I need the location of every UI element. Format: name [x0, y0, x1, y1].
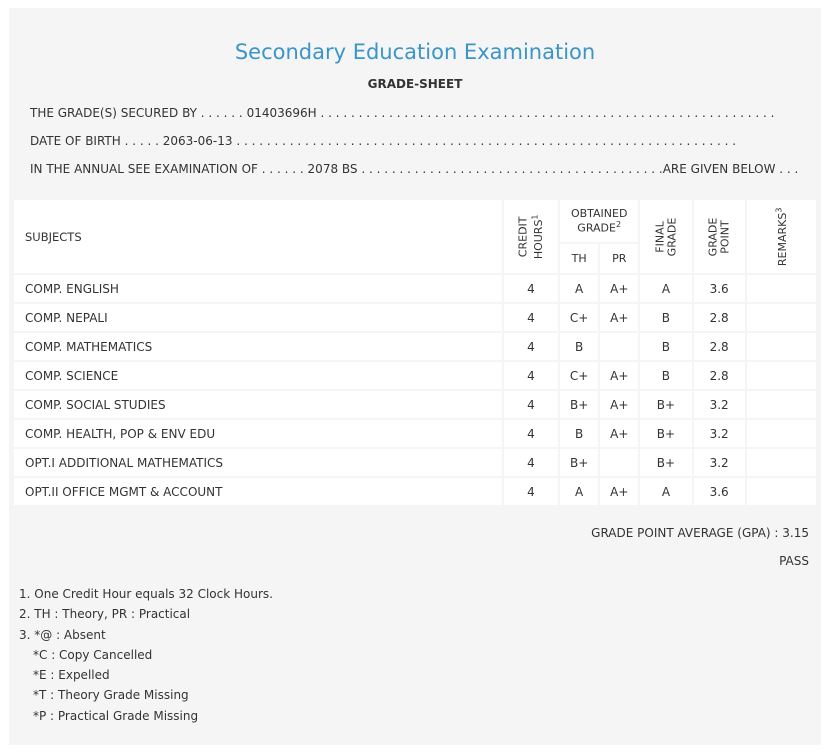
- final-grade-cell: B: [640, 304, 691, 331]
- page-subtitle: GRADE-SHEET: [367, 77, 463, 91]
- subject-cell: COMP. ENGLISH: [14, 275, 502, 302]
- page-title: Secondary Education Examination: [234, 40, 596, 64]
- remarks-cell: [747, 275, 816, 302]
- footnote-item: 3. *@ : Absent: [19, 627, 106, 642]
- th-grade-cell: C+: [560, 362, 598, 389]
- credit-cell: 4: [504, 391, 558, 418]
- table-row: [14, 362, 816, 389]
- secured-by-line: [30, 106, 774, 120]
- footnote-item: *E : Expelled: [33, 668, 110, 683]
- header-final-grade: FINAL GRADE: [640, 200, 691, 273]
- pr-grade-cell: A+: [600, 304, 638, 331]
- remarks-cell: [747, 333, 816, 360]
- th-grade-cell: B+: [560, 449, 598, 476]
- remarks-cell: [747, 449, 816, 476]
- footnote-item: 2. TH : Theory, PR : Practical: [19, 607, 191, 622]
- credit-cell: 4: [504, 420, 558, 447]
- subject-cell: COMP. SCIENCE: [14, 362, 502, 389]
- exam-label: IN THE ANNUAL SEE EXAMINATION OF . . . . . .: [30, 162, 304, 176]
- credit-cell: 4: [504, 333, 558, 360]
- exam-year: 2078 BS: [307, 162, 358, 176]
- pr-grade-cell: A+: [600, 420, 638, 447]
- grade-point-cell: 2.8: [694, 333, 745, 360]
- table-row: [14, 391, 816, 418]
- th-grade-cell: B+: [560, 391, 598, 418]
- pr-grade-cell: A+: [600, 391, 638, 418]
- table-row: [14, 449, 816, 476]
- credit-cell: 4: [504, 449, 558, 476]
- table-row: [14, 304, 816, 331]
- result-status: PASS: [779, 554, 809, 568]
- footnote-item: 1. One Credit Hour equals 32 Clock Hours.: [19, 587, 273, 601]
- dob-dots: . . . . . . . . . . . . . . . . . . . . . . . . . . . . . . . . . . . . . . . . . . . . . . . . . . . . . . . . . . . . . . . . . .: [236, 134, 737, 148]
- subject-cell: OPT.II OFFICE MGMT & ACCOUNT: [14, 478, 502, 505]
- th-grade-cell: B: [560, 420, 598, 447]
- header-obtained-grade: OBTAINED GRADE$^2$: [560, 200, 638, 242]
- remarks-cell: [747, 478, 816, 505]
- final-grade-cell: A: [640, 275, 691, 302]
- remarks-cell: [747, 391, 816, 418]
- footnote-item: *P : Practical Grade Missing: [33, 708, 199, 723]
- footnote-item: *C : Copy Cancelled: [33, 647, 153, 662]
- credit-cell: 4: [504, 362, 558, 389]
- secured-by-dots: . . . . . . . . . . . . . . . . . . . . . . . . . . . . . . . . . . . . . . . . . . . . . . . . . . . . . . . . . . . .: [320, 106, 775, 120]
- footnotes: [19, 584, 273, 726]
- dob-label: DATE OF BIRTH . . . . .: [30, 134, 159, 148]
- pr-grade-cell: A+: [600, 478, 638, 505]
- grades-table: [12, 198, 818, 507]
- th-grade-cell: A: [560, 275, 598, 302]
- pr-grade-cell: A+: [600, 275, 638, 302]
- footnote-item: *T : Theory Grade Missing: [33, 688, 189, 703]
- grade-point-cell: 3.2: [694, 449, 745, 476]
- remarks-cell: [747, 420, 816, 447]
- grade-point-cell: 3.2: [694, 391, 745, 418]
- grade-point-cell: 3.6: [694, 478, 745, 505]
- header-credit-hours: CREDIT HOURS$^1$: [504, 200, 558, 273]
- th-grade-cell: C+: [560, 304, 598, 331]
- table-row: [14, 275, 816, 302]
- exam-suffix: ARE GIVEN BELOW . . .: [662, 162, 799, 176]
- final-grade-cell: A: [640, 478, 691, 505]
- subject-cell: COMP. MATHEMATICS: [14, 333, 502, 360]
- final-grade-cell: B+: [640, 449, 691, 476]
- secured-by-label: THE GRADE(S) SECURED BY . . . . . .: [30, 106, 243, 120]
- credit-cell: 4: [504, 275, 558, 302]
- final-grade-cell: B: [640, 333, 691, 360]
- pr-grade-cell: [600, 333, 638, 360]
- header-subjects: SUBJECTS: [14, 200, 502, 273]
- symbol-number: 01403696H: [246, 106, 317, 120]
- header-remarks: REMARKS$^3$: [747, 200, 816, 273]
- pr-grade-cell: A+: [600, 362, 638, 389]
- subject-cell: OPT.I ADDITIONAL MATHEMATICS: [14, 449, 502, 476]
- subject-cell: COMP. NEPALI: [14, 304, 502, 331]
- remarks-cell: [747, 304, 816, 331]
- exam-line: [30, 162, 798, 176]
- header-pr: PR: [600, 244, 638, 273]
- header-th: TH: [560, 244, 598, 273]
- table-row: [14, 420, 816, 447]
- grade-point-cell: 2.8: [694, 304, 745, 331]
- final-grade-cell: B+: [640, 391, 691, 418]
- pr-grade-cell: [600, 449, 638, 476]
- table-row: [14, 478, 816, 505]
- remarks-cell: [747, 362, 816, 389]
- final-grade-cell: B: [640, 362, 691, 389]
- dob-line: [30, 134, 736, 148]
- credit-cell: 4: [504, 478, 558, 505]
- subject-cell: COMP. SOCIAL STUDIES: [14, 391, 502, 418]
- grade-sheet-panel: [9, 8, 821, 745]
- subject-cell: COMP. HEALTH, POP & ENV EDU: [14, 420, 502, 447]
- gpa-summary: GRADE POINT AVERAGE (GPA) : 3.15: [591, 526, 809, 540]
- grade-point-cell: 2.8: [694, 362, 745, 389]
- date-of-birth: 2063-06-13: [162, 134, 233, 148]
- table-row: [14, 333, 816, 360]
- th-grade-cell: A: [560, 478, 598, 505]
- exam-dots: . . . . . . . . . . . . . . . . . . . . . . . . . . . . . . . . . . . . . . . .: [361, 162, 663, 176]
- header-grade-point: GRADE POINT: [694, 200, 745, 273]
- credit-cell: 4: [504, 304, 558, 331]
- th-grade-cell: B: [560, 333, 598, 360]
- grade-point-cell: 3.2: [694, 420, 745, 447]
- grade-point-cell: 3.6: [694, 275, 745, 302]
- final-grade-cell: B+: [640, 420, 691, 447]
